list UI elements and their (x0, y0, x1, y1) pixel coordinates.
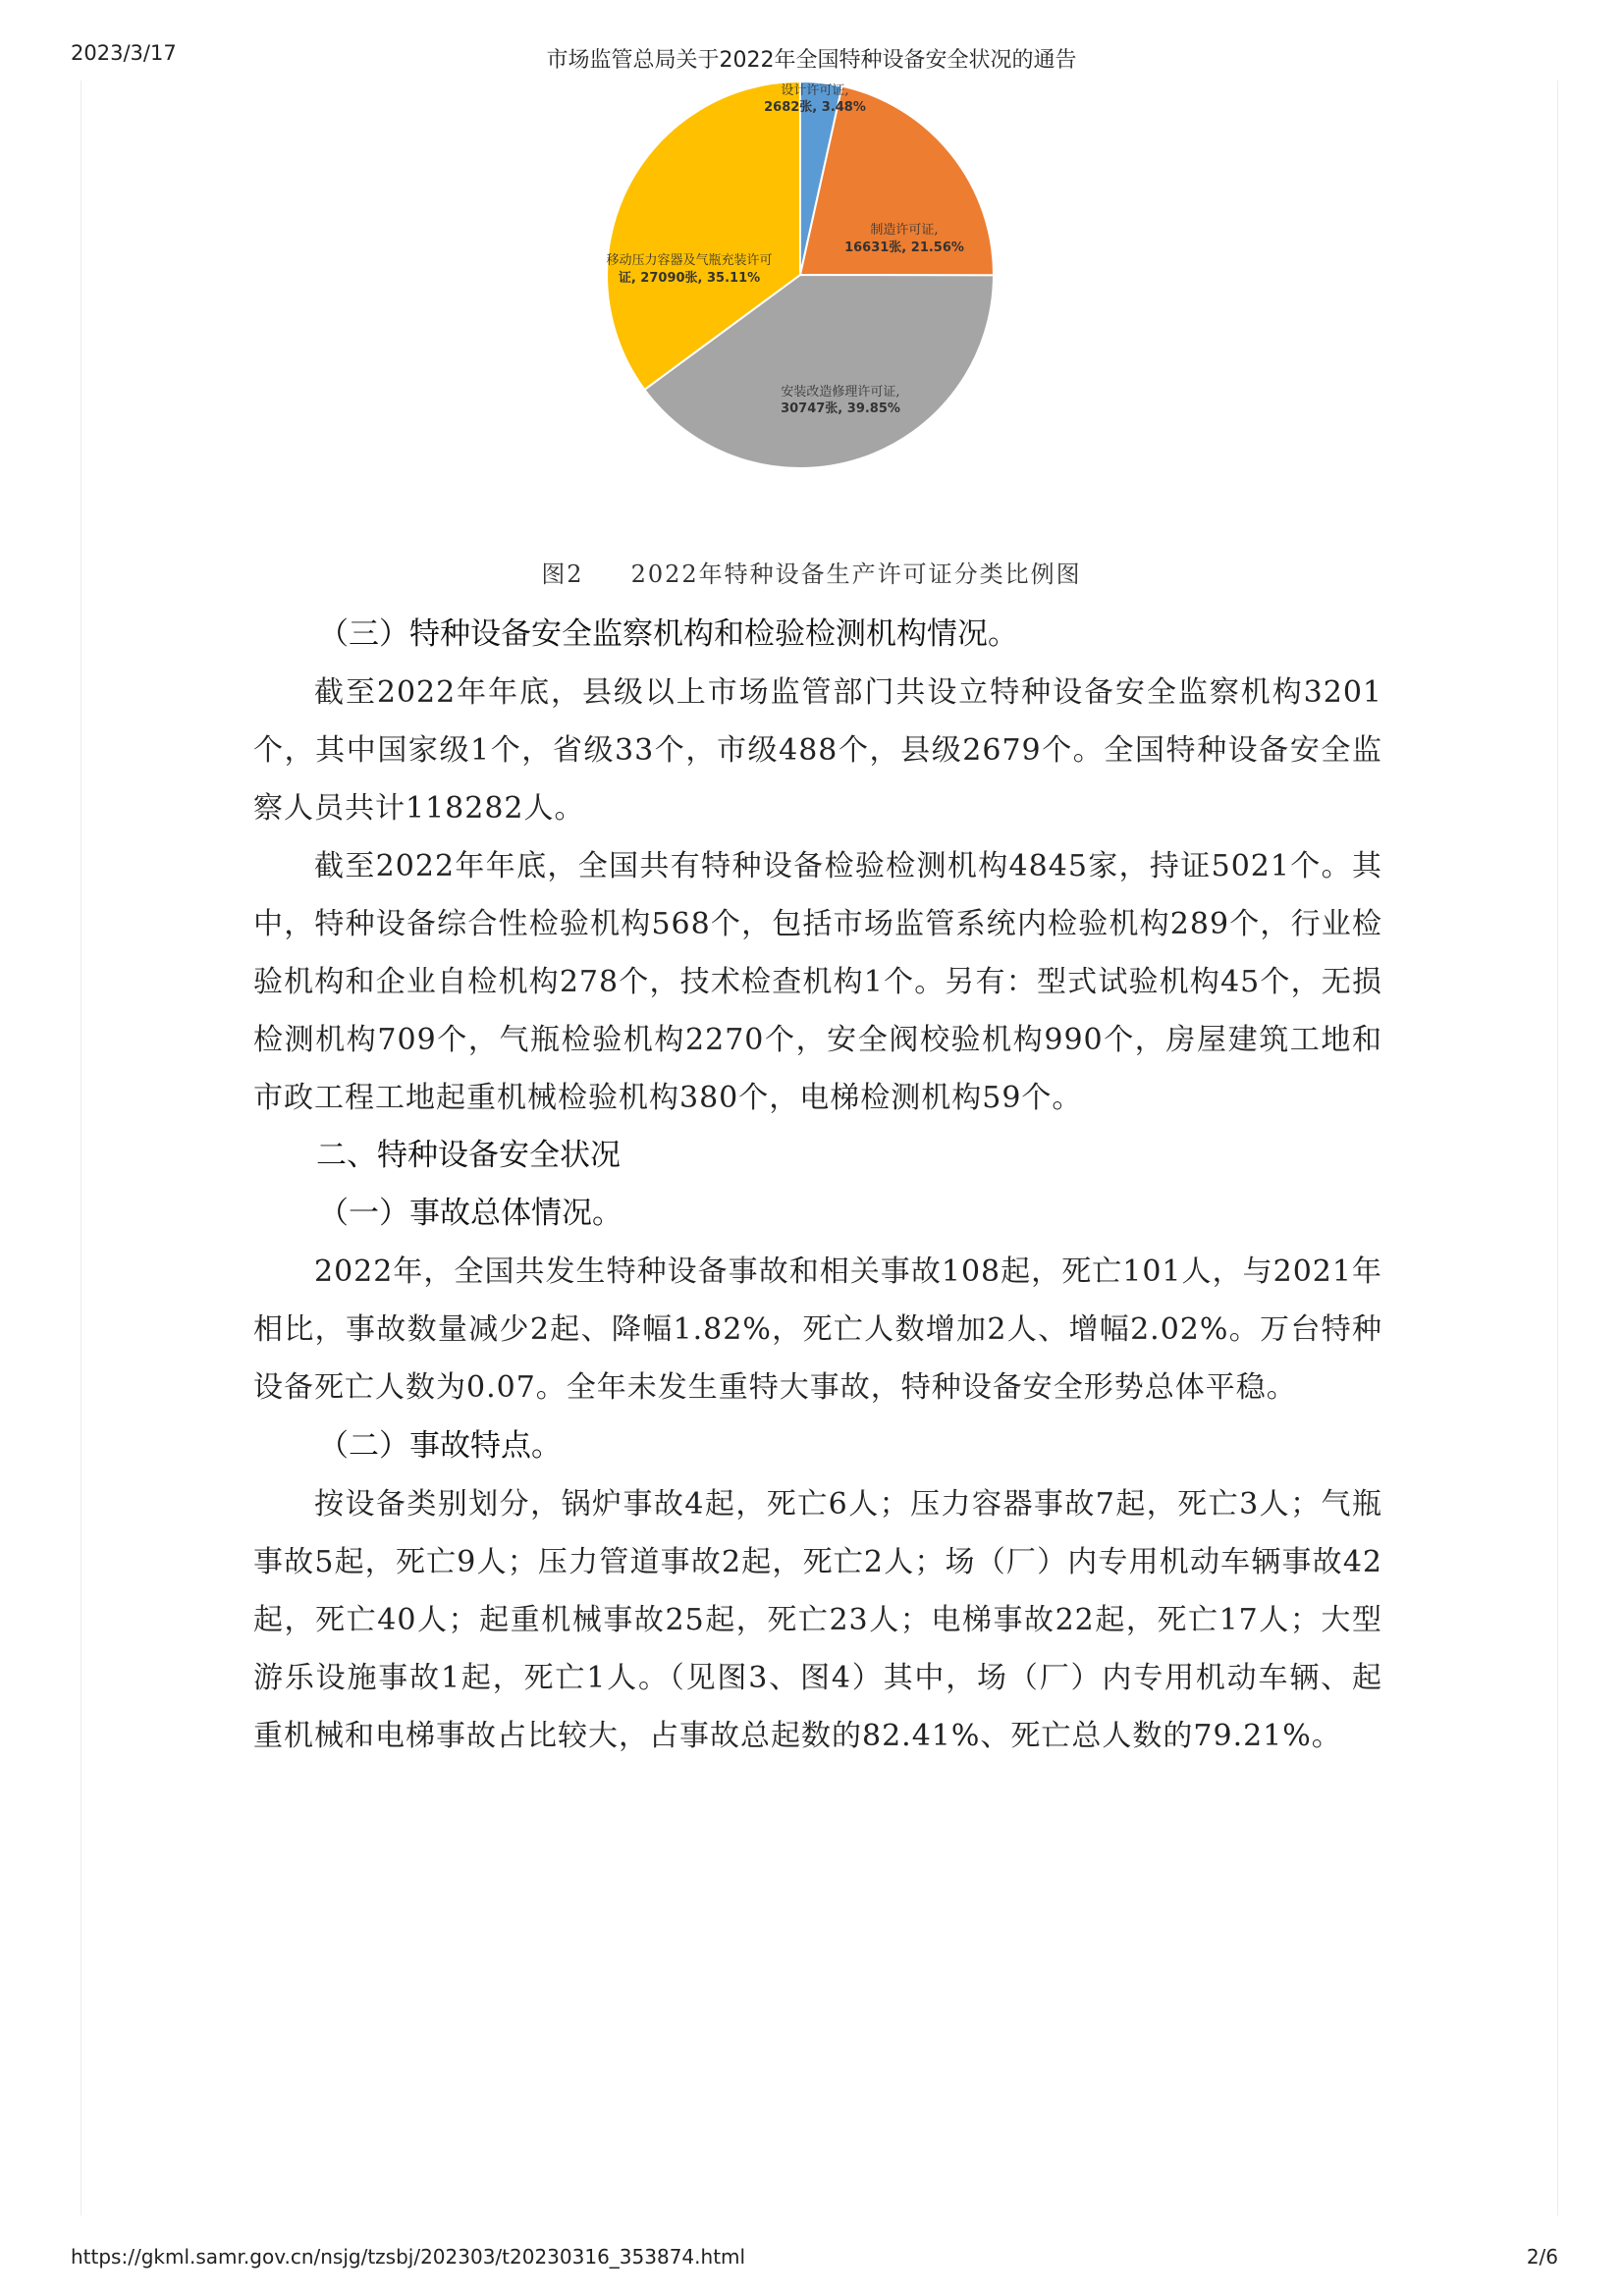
figure-title: 2022年特种设备生产许可证分类比例图 (630, 561, 1082, 588)
pie-label-install-title: 安装改造修理许可证, (781, 385, 900, 400)
heading-overall-accidents: （一）事故总体情况。 (318, 1196, 622, 1231)
paragraph-inspection-agencies: 截至2022年年底，全国共有特种设备检验检测机构4845家，持证5021个。其中，特种设备综合性检验机构568个，包括市场监管系统内检验机构289个，行业检验机构和企业自检机构278个，技术检查机构1个。另有：型式试验机构45个，无损检测机构709个，气瓶检验机构2270个，安全阀校验机构990个，房屋建筑工地和市政工程工地起重机械检验机构380个，电梯检测机构59个。 (253, 849, 1382, 1115)
heading-supervision: （三）特种设备安全监察机构和检验检测机构情况。 (318, 616, 1018, 652)
paragraph-overall-accidents: 2022年，全国共发生特种设备事故和相关事故108起，死亡101人，与2021年相比，事故数量减少2起、降幅1.82%，死亡人数增加2人、增幅2.02%。万台特种设备死亡人数为0.07。全年未发生重特大事故，特种设备安全形势总体平稳。 (253, 1255, 1382, 1405)
header-title: 市场监管总局关于2022年全国特种设备安全状况的通告 (546, 48, 1077, 73)
pie-label-manufacture-title: 制造许可证, (870, 223, 939, 238)
footer-page-number: 2/6 (1526, 2245, 1558, 2269)
pie-label-manufacture-value: 16631张, 21.56% (844, 240, 964, 255)
pie-chart (550, 69, 1021, 530)
figure-number: 图2 (541, 561, 584, 588)
heading-safety-status: 二、特种设备安全状况 (316, 1138, 621, 1173)
pie-label-mobile-line2: 证, 27090张, 35.11% (618, 271, 761, 286)
paragraph-supervision-agencies: 截至2022年年底，县级以上市场监管部门共设立特种设备安全监察机构3201个，其中国家级1个，省级33个，市级488个，县级2679个。全国特种设备安全监察人员共计118282人。 (253, 675, 1382, 826)
pie-label-design-value: 2682张, 3.48% (764, 100, 866, 115)
figure-caption (0, 555, 1623, 589)
heading-accident-features: （二）事故特点。 (318, 1428, 562, 1464)
header-date: 2023/3/17 (71, 41, 177, 65)
pie-label-mobile-line1: 移动压力容器及气瓶充装许可 (606, 253, 773, 268)
body-text (253, 605, 1382, 1765)
pie-label-install-value: 30747张, 39.85% (781, 401, 900, 416)
pie-label-design-title: 设计许可证, (781, 83, 849, 98)
footer-url: https://gkml.samr.gov.cn/nsjg/tzsbj/202303/t20230316_353874.html (71, 2245, 746, 2269)
page-frame-right (1557, 80, 1558, 2216)
paragraph-accident-features: 按设备类别划分，锅炉事故4起，死亡6人；压力容器事故7起，死亡3人；气瓶事故5起，死亡9人；压力管道事故2起，死亡2人；场（厂）内专用机动车辆事故42起，死亡40人；起重机械事故25起，死亡23人；电梯事故22起，死亡17人；大型游乐设施事故1起，死亡1人。（见图3、图4）其中，场（厂）内专用机动车辆、起重机械和电梯事故占比较大，占事故总起数的82.41%、死亡总人数的79.21%。 (253, 1487, 1382, 1753)
